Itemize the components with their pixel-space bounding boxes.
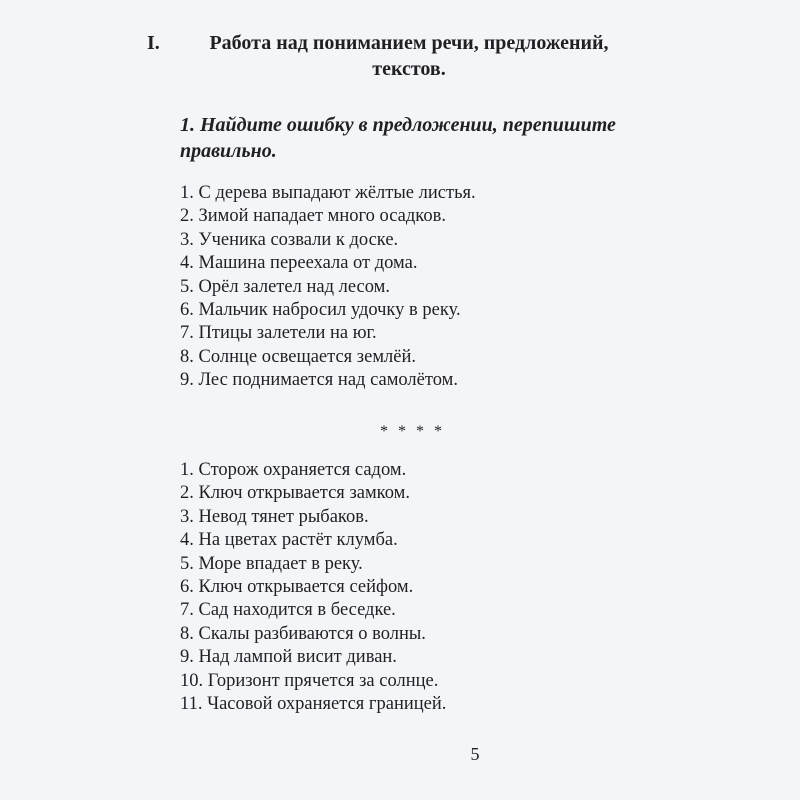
list-item: 8. Солнце освещается землёй. bbox=[180, 346, 416, 367]
list-item: 6. Мальчик набросил удочку в реку. bbox=[180, 299, 461, 320]
list-item: 7. Птицы залетели на юг. bbox=[180, 323, 377, 344]
section-numeral: I. bbox=[147, 32, 160, 54]
task-heading: 1. Найдите ошибку в предложении, перепишите правильно. bbox=[180, 114, 616, 162]
list-item: 6. Ключ открывается сейфом. bbox=[180, 576, 414, 597]
list-item: 2. Ключ открывается замком. bbox=[180, 483, 410, 504]
list-item: 3. Ученика созвали к доске. bbox=[180, 229, 399, 250]
list-item: 7. Сад находится в беседке. bbox=[180, 600, 396, 621]
list-item: 5. Море впадает в реку. bbox=[180, 553, 363, 574]
list-item: 5. Орёл залетел над лесом. bbox=[180, 276, 390, 297]
list-item: 4. На цветах растёт клумба. bbox=[180, 530, 398, 551]
section-title: Работа над пониманием речи, предложений, текстов. bbox=[209, 32, 609, 80]
list-item: 10. Горизонт прячется за солнце. bbox=[180, 670, 439, 691]
list-item: 11. Часовой охраняется границей. bbox=[180, 693, 447, 714]
list-item: 8. Скалы разбиваются о волны. bbox=[180, 623, 426, 644]
list-item: 2. Зимой нападает много осадков. bbox=[180, 206, 446, 227]
list-item: 3. Невод тянет рыбаков. bbox=[180, 506, 369, 527]
list-item: 9. Лес поднимается над самолётом. bbox=[180, 370, 458, 391]
page-number: 5 bbox=[470, 744, 480, 764]
sentence-list-1 bbox=[180, 182, 476, 393]
list-item: 4. Машина переехала от дома. bbox=[180, 253, 418, 274]
sentence-list-2 bbox=[180, 459, 446, 716]
list-item: 1. Сторож охраняется садом. bbox=[180, 460, 407, 480]
list-item: 9. Над лампой висит диван. bbox=[180, 647, 397, 668]
list-item: 1. С дерева выпадают жёлтые листья. bbox=[180, 183, 476, 203]
separator: * * * * bbox=[380, 423, 445, 440]
